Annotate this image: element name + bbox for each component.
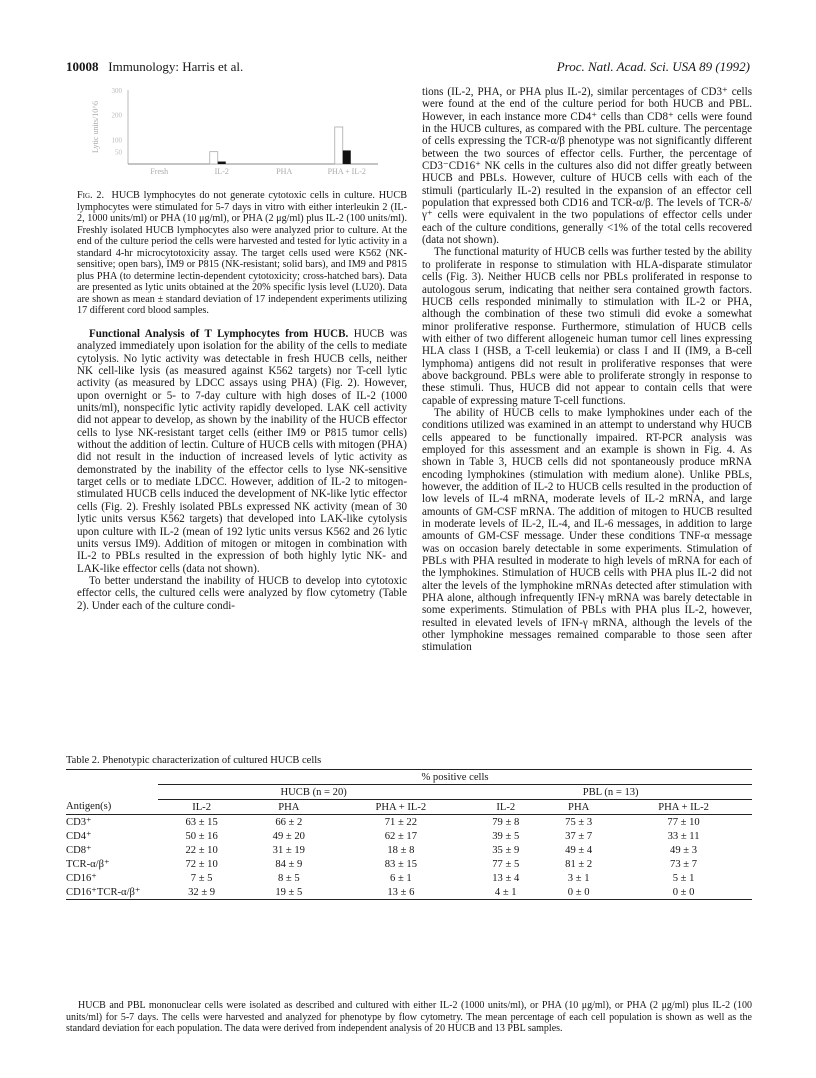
table-cell: 49 ± 20 (272, 830, 305, 842)
bar-open (335, 127, 343, 164)
table-row-antigen: CD16⁺ (66, 873, 97, 884)
table-cell: 66 ± 2 (275, 816, 303, 828)
running-header-left (66, 59, 243, 75)
table-cell: 31 ± 19 (272, 844, 305, 856)
table-cell: 81 ± 2 (565, 858, 593, 870)
table-cell: 75 ± 3 (565, 816, 593, 828)
table-row (66, 815, 752, 830)
x-tick-label: Fresh (150, 167, 169, 176)
table-cell: 50 ± 16 (185, 830, 218, 842)
table-group-pbl: PBL (n = 13) (469, 785, 752, 800)
table-cell: 19 ± 5 (275, 886, 303, 898)
table-cell: 62 ± 17 (384, 830, 418, 842)
journal-citation: Proc. Natl. Acad. Sci. USA 89 (1992) (556, 59, 750, 74)
bar-solid (343, 150, 351, 164)
left-column (77, 328, 407, 612)
table-cell: 72 ± 10 (185, 858, 218, 870)
table-row-antigen: CD4⁺ (66, 831, 92, 842)
table-cell: 49 ± 3 (670, 844, 698, 856)
table-col-header: PHA (568, 801, 590, 813)
running-title: Immunology: Harris et al. (108, 59, 244, 74)
table-cell: 13 ± 4 (492, 872, 520, 884)
table-span-header: % positive cells (158, 770, 752, 785)
table-row-antigen: CD3⁺ (66, 817, 92, 828)
table-row (66, 829, 752, 843)
y-tick-label: 300 (111, 87, 122, 95)
right-paragraph-1: tions (IL-2, PHA, or PHA plus IL-2), similar percentages of CD3⁺ cells were found at the end of the culture period for both HUCB and PBL. However, in each instance more CD4⁺ cells than CD8⁺ cells were found in the HUCB cultures, as compared with the PBL culture. The percentage of cells expressing the TCR-α/β phenotype was not significantly different between the two sources of effector cells. Further, the percentage of CD3⁻CD16⁺ NK cells in the cultures also did not differ greatly between HUCB and PBLs. However, culture of HUCB cells with each of the stimuli (particularly IL-2) resulted in the expansion of an effector cell population that expressed both CD16 and TCR-α/β. The levels of TCR-δ/γ⁺ cells were equivalent in the two populations of effector cells under each of the culture conditions, generally <1% of the total cells recovered (data not shown). (422, 86, 752, 247)
x-tick-label: IL-2 (214, 167, 229, 176)
table-col-header: PHA + IL-2 (375, 801, 427, 813)
bar-open (210, 152, 218, 164)
table-group-hucb: HUCB (n = 20) (158, 785, 469, 800)
table-cell: 63 ± 15 (185, 816, 218, 828)
page-number: 10008 (66, 59, 99, 74)
table-2-title: Table 2. Phenotypic characterization of cultured HUCB cells (66, 755, 322, 766)
figure-caption-text: HUCB lymphocytes do not generate cytotoxic cells in culture. HUCB lymphocytes were stimulated for 5-7 days in vitro with either interleukin 2 (IL-2, 1000 units/ml) or PHA (10 μg/ml), or PHA (2 μg/ml) plus IL-2 (100 units/ml). Freshly isolated HUCB lymphocytes also were analyzed prior to culture. At the end of the culture period the cells were harvested and tested for lytic activity in a standard 4-hr microcytotoxicity assay. The target cells used were K562 (NK-sensitive; open bars), IM9 or P815 (NK-resistant; solid bars), and IM9 and P815 plus PHA (to determine lectin-dependent cytotoxicity; cross-hatched bars). Data are presented as lytic units obtained at the 20% specific lysis level (LU20). Data are shown as mean ± standard deviation of 17 independent experiments utilizing 17 different cord blood samples. (77, 190, 407, 316)
table-row-antigen: CD16⁺TCR-α/β⁺ (66, 887, 141, 898)
y-tick-label: 200 (111, 111, 122, 120)
table-cell: 77 ± 5 (492, 858, 520, 870)
table-row (66, 885, 752, 900)
x-tick-label: PHA + IL-2 (327, 167, 366, 176)
table-col-header: IL-2 (192, 801, 212, 813)
table-col-header: PHA (278, 801, 300, 813)
table-row-antigen: CD8⁺ (66, 845, 92, 856)
y-tick-label: 100 (111, 136, 122, 145)
table-cell: 77 ± 10 (667, 816, 700, 828)
right-column (422, 86, 752, 654)
right-paragraph-3: The ability of HUCB cells to make lymphokines under each of the conditions utilized was examined in an attempt to understand why HUCB cells appeared to be functionally impaired. RT-PCR analysis was employed for this assessment and an example is shown in Fig. 4. As shown in Table 3, HUCB cells did not spontaneously produce mRNA encoding lymphokines (stimulation with medium alone). Unlike PBLs, however, the addition of IL-2 to HUCB cells resulted in the production of low levels of IL-4 mRNA, moderate levels of IL-2 mRNA, and large amounts of GM-CSF mRNA. The addition of mitogen to HUCB resulted in moderate levels of IL-2, IL-4, and IL-6 messages, in addition to large amounts of GM-CSF message. Under these conditions TNF-α message was on occasion barely detectable in some experiments. Stimulation of PBLs with PHA resulted in moderate to high levels of mRNA for each of the lymphokines. Stimulation of HUCB cells with PHA plus IL-2 did not alter the levels of the lymphokine mRNAs detected after stimulation with PHA alone, although infrequently IFN-γ mRNA was barely detectable in some experiments. Stimulation of PBLs with PHA plus IL-2, however, resulted in elevated levels of IFN-γ mRNA, although the levels of the other lymphokine messages remained comparable to those seen after stimulation (422, 406, 752, 654)
table-cell: 4 ± 1 (494, 886, 517, 898)
left-paragraph-2: To better understand the inability of HUCB to develop into cytotoxic effector cells, the cultured cells were analyzed by flow cytometry (Table 2). Under each of the culture condi- (77, 574, 407, 612)
table-2 (66, 769, 752, 900)
y-tick-label: 50 (115, 148, 122, 157)
table-cell: 35 ± 9 (492, 844, 520, 856)
left-paragraph-1-text: HUCB was analyzed immediately upon isolation for the ability of the cells to mediate cytolysis. No lytic activity was detectable in fresh HUCB cells, neither NK cell-like lysis (as measured against K562 targets) nor T-cell lytic activity (as measured by LDCC assays using PHA) (Fig. 2). However, upon overnight or 5- to 7-day culture with high doses of IL-2 (1000 units/ml), nonspecific lytic activity rapidly developed. LAK cell activity did not appear to develop, as shown by the inability of the HUCB effector cells to lyse NK-resistant target cells (either IM9 or P815 tumor cells) without the addition of lectin. Culture of HUCB cells with mitogen (PHA) did not result in the induction of increased levels of lytic activity as demonstrated by the inability of the effector cells to lyse NK-sensitive target cells or to mediate LDCC. However, addition of IL-2 to mitogen-stimulated HUCB cells induced the development of NK-like lytic effector cells (Fig. 2). Freshly isolated PBLs expressed NK activity (mean of 30 lytic units versus K562 targets) that developed into LAK-like cytolysis upon culture with IL-2 (mean of 192 lytic units versus K562 and 26 lytic units versus IM9). Addition of mitogen or mitogen in combination with IL-2 to PBLs resulted in the expression of both highly lytic NK- and LAK-like effector cells (data not shown). (77, 328, 408, 575)
table-cell: 7 ± 5 (190, 872, 213, 884)
table-cell: 0 ± 0 (567, 886, 590, 898)
table-row-antigen: TCR-α/β⁺ (66, 859, 110, 870)
table-cell: 49 ± 4 (565, 844, 593, 856)
table-cell: 71 ± 22 (384, 816, 418, 828)
table-cell: 13 ± 6 (387, 886, 415, 898)
table-footnote-text: HUCB and PBL mononuclear cells were isolated as described and cultured with either IL-2 (1000 units/ml), or PHA (10 μg/ml), or PHA (2 μg/ml) plus IL-2 (100 units/ml) for 5-7 days. The cells were harvested and analyzed for phenotype by flow cytometry. The mean percentage of each cell population is shown as well as the standard deviation for each population. The data were derived from independent analysis of 20 HUCB and 13 PBL samples. (66, 1000, 752, 1035)
table-cell: 37 ± 7 (565, 830, 593, 842)
table-cell: 79 ± 8 (492, 816, 520, 828)
table-cell: 83 ± 15 (384, 858, 418, 870)
table-cell: 6 ± 1 (390, 872, 412, 884)
table-cell: 39 ± 5 (492, 830, 520, 842)
table-cell: 5 ± 1 (672, 872, 695, 884)
y-axis-label: Lytic units/10^6 (91, 101, 100, 153)
table-cell: 73 ± 7 (670, 858, 698, 870)
table-cell: 22 ± 10 (185, 844, 218, 856)
table-cell: 3 ± 1 (567, 872, 590, 884)
table-col-header: IL-2 (496, 801, 516, 813)
table-2-footnote (66, 1000, 752, 1035)
table-cell: 84 ± 9 (275, 858, 303, 870)
table-cell: 33 ± 11 (667, 830, 700, 842)
figure-label: Fig. 2. (77, 190, 104, 201)
table-antigen-header: Antigen(s) (66, 801, 112, 813)
section-heading: Functional Analysis of T Lymphocytes from HUCB. (89, 328, 349, 340)
table-cell: 32 ± 9 (188, 886, 216, 898)
table-col-header: PHA + IL-2 (658, 801, 709, 813)
table-cell: 18 ± 8 (387, 844, 415, 856)
left-paragraph-1 (77, 328, 407, 575)
right-paragraph-2: The functional maturity of HUCB cells was further tested by the ability to proliferate in response to stimulation with HLA-disparate stimulator cells (Fig. 3). Neither HUCB cells nor PBLs proliferated in response to autologous serum, indicating that neither sera contained growth factors. HUCB cells responded minimally to stimulation with IL-2 or PHA, although the combination of these two stimuli did evoke a somewhat minor proliferative response. Furthermore, stimulation of HUCB cells with either of two different allogeneic human tumor cell lines expressing HLA class I (HSB, a T-cell leukemia) or class I and II (IM9, a B-cell lymphoma) antigens did not result in proliferative responses that were above background. PBLs were able to proliferate strongly in response to these stimuli. Thus, HUCB did not appear to contain cells that were capable of expressing mature T-cell functions. (422, 246, 752, 407)
table-row (66, 871, 752, 885)
table-cell: 8 ± 5 (277, 872, 300, 884)
table-row (66, 857, 752, 871)
figure-2-chart (88, 82, 388, 182)
x-tick-label: PHA (276, 167, 293, 176)
table-row (66, 843, 752, 857)
figure-2-caption (77, 190, 407, 317)
bar-solid (218, 162, 226, 164)
table-cell: 0 ± 0 (672, 886, 695, 898)
